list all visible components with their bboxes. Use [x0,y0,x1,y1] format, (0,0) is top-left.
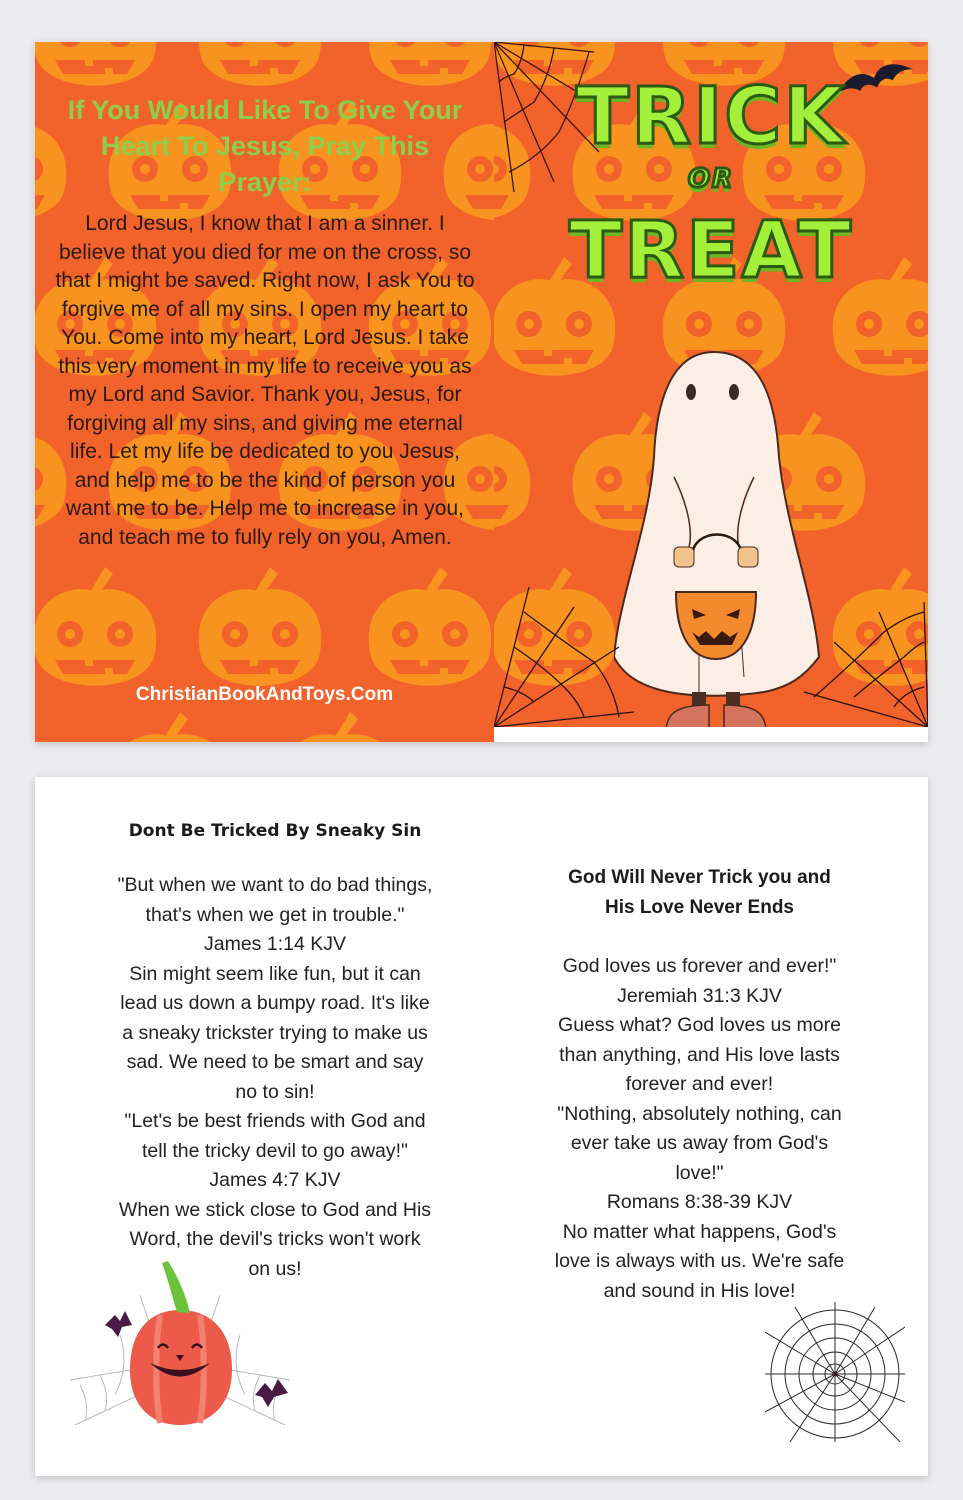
text-line: "But when we want to do bad things, [117,874,433,896]
title-treat: TREAT [568,206,854,296]
text-line: No matter what happens, God's [562,1220,837,1243]
right-column-title [517,863,882,923]
prayer-heading: If You Would Like To Give Your Heart To Jesus, Pray This Prayer: [67,95,463,197]
text-line: on us! [248,1257,302,1280]
title-line: God Will Never Trick you and [568,867,831,888]
text-line: Sin might seem like fun, but it can [129,962,421,985]
text-line: and sound in His love! [603,1279,796,1302]
front-card [35,42,928,742]
scripture-reference: James 1:14 KJV [204,933,346,955]
left-column-title: Dont Be Tricked By Sneaky Sin [128,821,422,841]
scripture-reference: James 4:7 KJV [209,1169,341,1191]
title-line: His Love Never Ends [604,897,795,918]
text-line: When we stick close to God and His [118,1198,432,1221]
scripture-reference: Romans 8:38-39 KJV [606,1191,793,1213]
pumpkin-web-bats-icon [60,1255,300,1435]
spiderweb-icon [765,1302,905,1442]
spiderweb-icon [494,587,634,727]
left-column-text [90,871,460,1284]
text-line: ever take us away from God's [570,1132,829,1154]
text-line: no to sin! [235,1080,315,1103]
text-line: than anything, and His love lasts [559,1043,840,1066]
text-line: that's when we get in trouble." [145,903,405,926]
back-card [35,777,928,1476]
ghost-illustration-icon [614,347,824,727]
text-line: sad. We need to be smart and say [126,1051,424,1073]
text-line: "Let's be best friends with God and [124,1110,426,1132]
text-line: "Nothing, absolutely nothing, can [557,1102,842,1125]
right-column-text [517,952,882,1306]
title-trick: TRICK [576,72,846,162]
text-line: forever and ever! [625,1073,774,1095]
prayer-panel [35,42,494,742]
spiderweb-icon [794,602,928,727]
text-line: Word, the devil's tricks won't work [129,1228,421,1250]
text-line: tell the tricky devil to go away!" [142,1139,408,1162]
text-line: love is always with us. We're safe [554,1250,845,1272]
title-or: OR [687,164,735,194]
text-line: Guess what? God loves us more [558,1014,841,1036]
website-link[interactable]: ChristianBookAndToys.Com [135,684,394,705]
text-line: a sneaky trickster trying to make us [122,1021,428,1044]
text-line: love!" [675,1161,724,1184]
cover-panel [494,42,928,727]
text-line: lead us down a bumpy road. It's like [120,992,430,1014]
scripture-reference: Jeremiah 31:3 KJV [617,984,782,1007]
prayer-text: Lord Jesus, I know that I am a sinner. I believe that you died for me on the cross, so that I might be saved. Right now, I ask You to forgive me of all my sins. I open my heart to You. Come into my heart, Lord Jesus. I take this very moment in my life to receive you as my Lord and Savior. Thank you, Jesus, for forgiving all my sins, and giving me eternal life. Let my life be dedicated to you Jesus, and help me to be the kind of person you want me to be. Help me to increase in you, and teach me to fully rely on you, Amen. [55,212,475,549]
text-line: God loves us forever and ever!" [562,955,837,977]
